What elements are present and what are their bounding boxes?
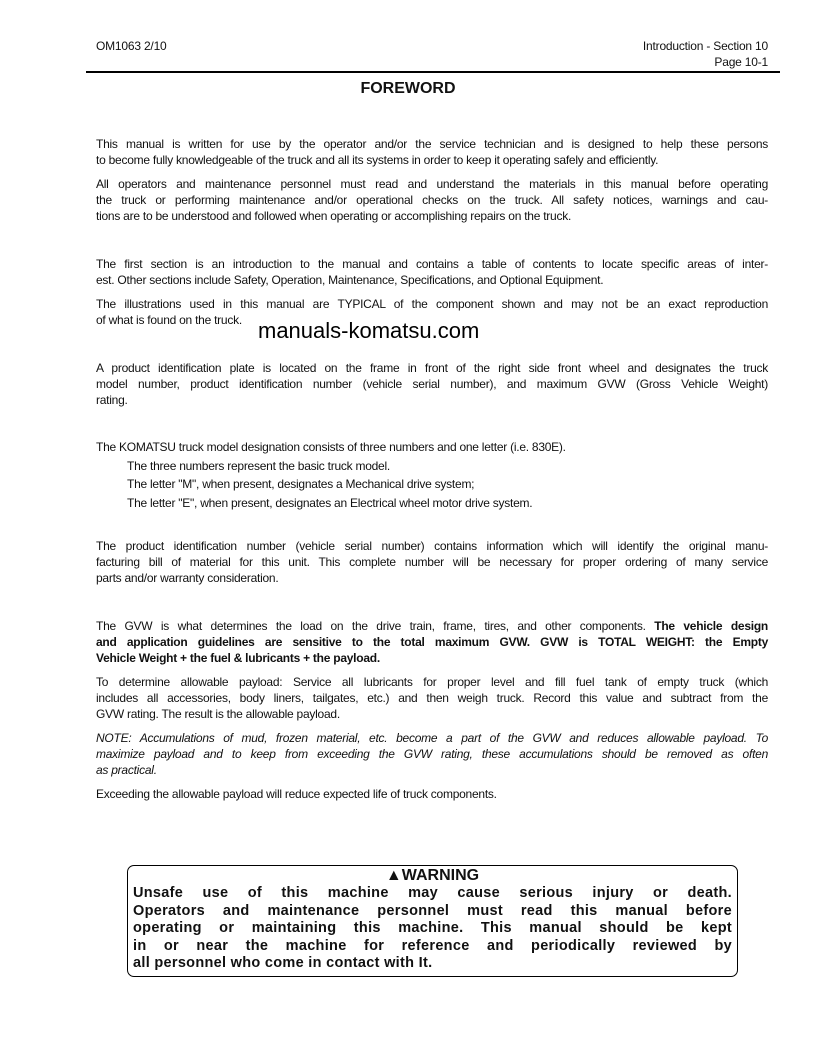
paragraph-serial-number [96, 538, 768, 586]
text-line: includes all accessories, body liners, tailgates, etc.) and then weigh truck. Record this value and subtract from the [96, 691, 768, 705]
text-line: facturing bill of material for this unit. This complete number will be necessary for proper ordering of many service [96, 555, 768, 569]
text-line: tions are to be understood and followed when operating or accomplishing repairs on the truck. [96, 209, 572, 223]
list-item: The letter "E", when present, designates an Electrical wheel motor drive system. [127, 496, 533, 510]
text-line: est. Other sections include Safety, Operation, Maintenance, Specifications, and Optional Equipment. [96, 273, 604, 287]
paragraph-read-manual [96, 176, 768, 224]
text-line: GVW rating. The result is the allowable payload. [96, 707, 340, 721]
warning-line: Operators and maintenance personnel must read this manual before [133, 902, 732, 919]
text-line: Exceeding the allowable payload will reduce expected life of truck components. [96, 787, 497, 801]
warning-line: Unsafe use of this machine may cause serious injury or death. [133, 885, 732, 901]
text-line: A product identification plate is located on the frame in front of the right side front wheel and designates the truck [96, 361, 768, 375]
text-line: All operators and maintenance personnel must read and understand the materials in this manual before operating [96, 177, 768, 191]
note [96, 730, 768, 778]
paragraph-gvw [96, 618, 768, 666]
text-bold: The vehicle design [654, 619, 768, 633]
list-item: The letter "M", when present, designates a Mechanical drive system; [127, 477, 475, 491]
section-label: Introduction - Section 10 [642, 39, 768, 53]
text-normal: The GVW is what determines the load on the drive train, frame, tires, and other components. [96, 619, 646, 633]
paragraph-sections [96, 256, 768, 288]
page-number: Page 10-1 [714, 55, 768, 69]
text-line: The product identification number (vehicle serial number) contains information which will identify the original manu- [96, 539, 768, 553]
paragraph-id-plate [96, 360, 768, 408]
text-line: Vehicle Weight + the fuel & lubricants + the payload. [96, 651, 380, 665]
text-line: This manual is written for use by the operator and/or the service technician and is designed to help these persons [96, 137, 768, 151]
paragraph-allowable-payload [96, 674, 768, 722]
warning-box [127, 865, 738, 977]
text-line: NOTE: Accumulations of mud, frozen material, etc. become a part of the GVW and reduces allowable payload. To [96, 731, 768, 745]
text-line: maximize payload and to keep from exceeding the GVW rating, these accumulations should be removed as often [96, 747, 768, 761]
header-rule [86, 71, 780, 73]
warning-heading [128, 867, 737, 885]
warning-triangle-icon: ▲ [385, 867, 402, 884]
warning-title: WARNING [401, 867, 480, 884]
paragraph-exceeding-payload [96, 786, 768, 802]
list-item: The three numbers represent the basic truck model. [127, 459, 390, 473]
text-line: of what is found on the truck. [96, 313, 242, 327]
text-line: parts and/or warranty consideration. [96, 571, 279, 585]
text-line: rating. [96, 393, 128, 407]
text-line: and application guidelines are sensitive to the total maximum GVW. GVW is TOTAL WEIGHT: the Empty [96, 635, 768, 649]
warning-line: in or near the machine for reference and periodically reviewed by [133, 937, 732, 954]
text-line: the truck or performing maintenance and/or operational checks on the truck. All safety notices, warnings and cau- [96, 193, 768, 207]
text-line: as practical. [96, 763, 157, 777]
text-line: to become fully knowledgeable of the truck and all its systems in order to keep it operating safely and efficiently. [96, 153, 659, 167]
text-line: The illustrations used in this manual are TYPICAL of the component shown and may not be an exact reproduction [96, 297, 768, 311]
text-line: To determine allowable payload: Service all lubricants for proper level and fill fuel tank of empty truck (which [96, 675, 768, 689]
document-id: OM1063 2/10 [96, 39, 167, 53]
text-line: The first section is an introduction to the manual and contains a table of contents to locate specific areas of inter- [96, 257, 768, 271]
warning-line: all personnel who come in contact with It. [133, 955, 433, 971]
page-title: FOREWORD [360, 80, 456, 97]
warning-line: operating or maintaining this machine. This manual should be kept [133, 920, 732, 936]
paragraph-model-designation: The KOMATSU truck model designation consists of three numbers and one letter (i.e. 830E). [96, 440, 566, 454]
watermark: manuals-komatsu.com [258, 318, 480, 343]
text-line [96, 618, 768, 634]
paragraph-purpose [96, 136, 768, 168]
text-line: model number, product identification number (vehicle serial number), and maximum GVW (Gross Vehicle Weight) [96, 377, 768, 391]
